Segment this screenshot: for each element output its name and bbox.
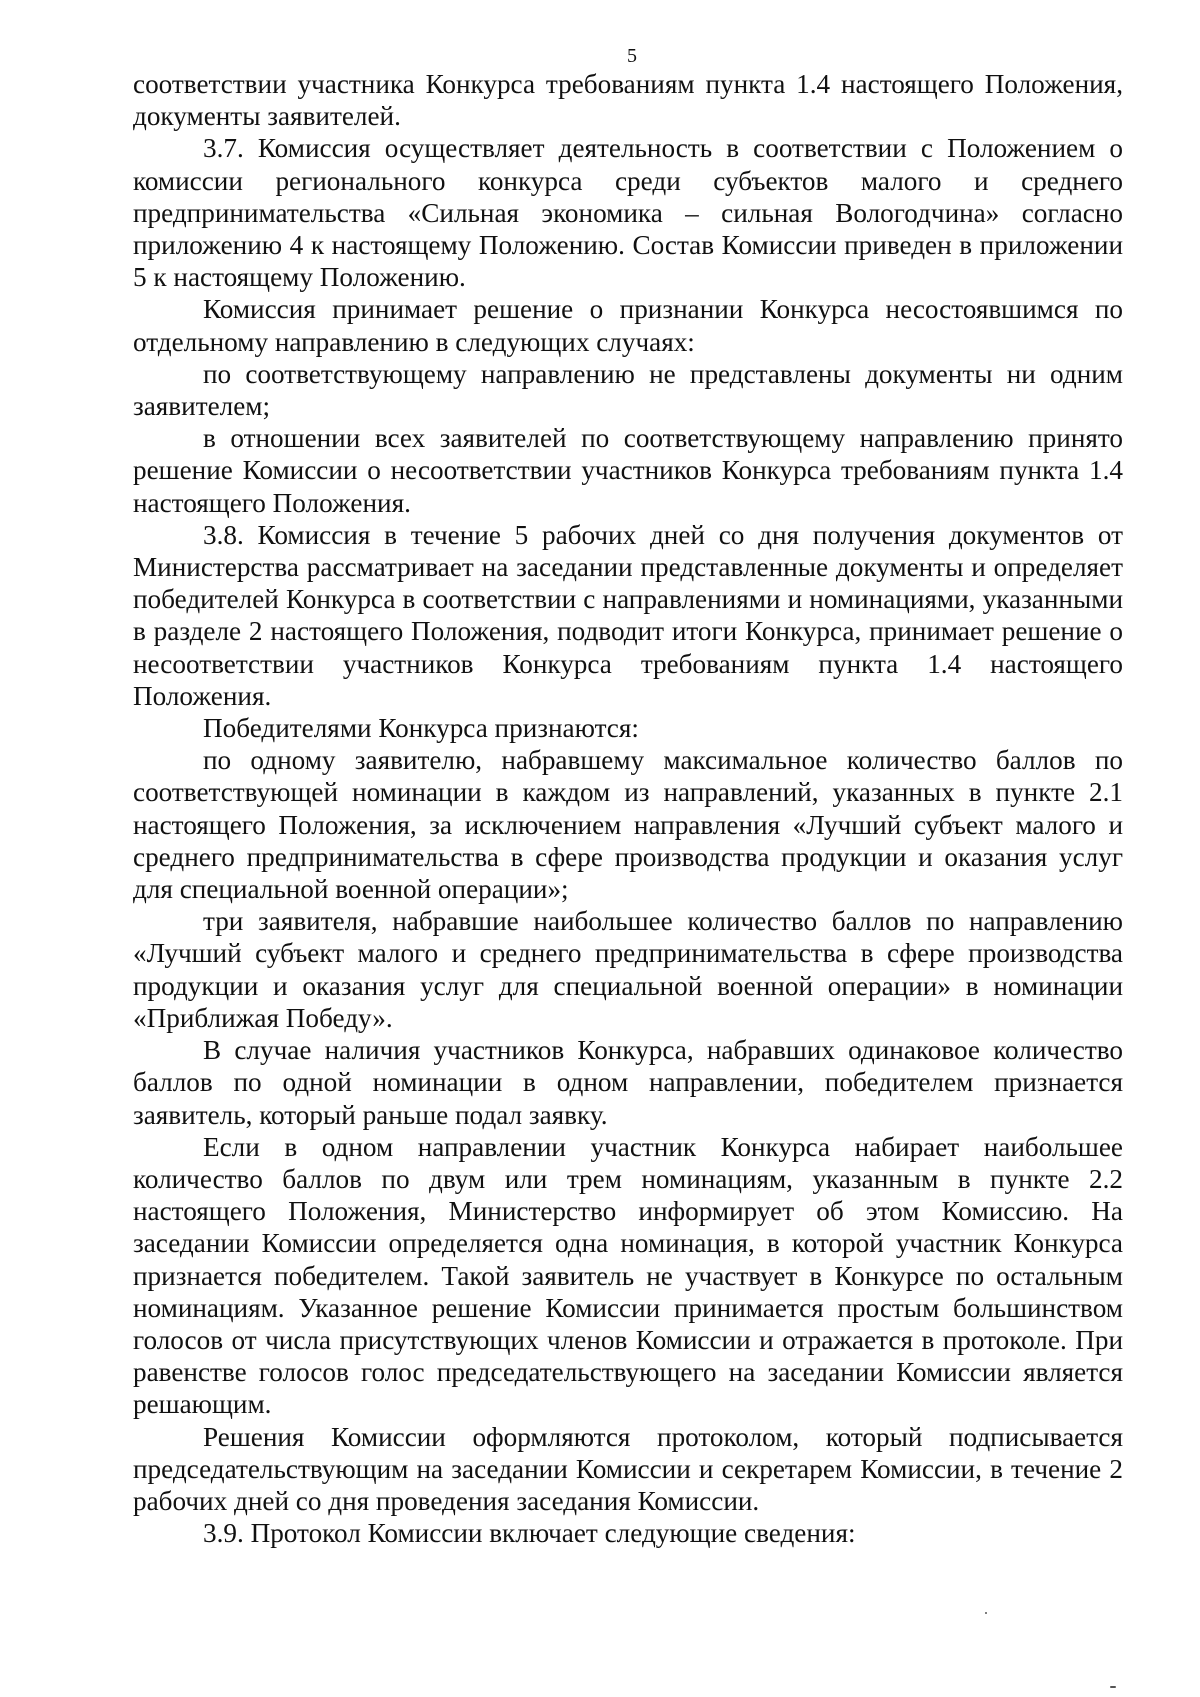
paragraph-winners-three: три заявителя, набравшие наибольшее количество баллов по направлению «Лучший субъект малого и среднего предпринимательства в сфере производства продукции и оказания услуг для специальной военной операции» в номинации «Приближая Победу». (133, 906, 1123, 1033)
paragraph-3-9: 3.9. Протокол Комиссии включает следующие сведения: (203, 1518, 856, 1549)
paragraph-tie-rule: В случае наличия участников Конкурса, набравших одинаковое количество баллов по одной номинации в одном направлении, победителем признается заявитель, который раньше подал заявку. (133, 1035, 1123, 1130)
scan-speck (985, 1612, 987, 1614)
document-page (133, 40, 1123, 1549)
paragraph-winners-one-per-nomination: по одному заявителю, набравшему максимальное количество баллов по соответствующей номинации в каждом из направлений, указанных в пункте 2.1 настоящего Положения, за исключением направления «Лучший субъект малого и среднего предпринимательства в сфере производства продукции и оказания услуг для специальной военной операции»; (133, 745, 1123, 905)
paragraph-3-8: 3.8. Комиссия в течение 5 рабочих дней со дня получения документов от Министерства рассматривает на заседании представленные документы и определяет победителей Конкурса в соответствии с направлениями и номинациями, указанными в разделе 2 настоящего Положения, подводит итоги Конкурса, принимает решение о несоответствии участников Конкурса требованиям пункта 1.4 настоящего Положения. (133, 519, 1123, 711)
paragraph-failure-decision: Комиссия принимает решение о признании Конкурса несостоявшимся по отдельному направлению в следующих случаях: (133, 294, 1123, 357)
paragraph-case-all-rejected: в отношении всех заявителей по соответствующему направлению принято решение Комиссии о несоответствии участников Конкурса требованиям пункта 1.4 настоящего Положения. (133, 423, 1123, 518)
paragraph-protocol-signing: Решения Комиссии оформляются протоколом, который подписывается председательствующим на заседании Комиссии и секретарем Комиссии, в течение 2 рабочих дней со дня проведения заседания Комиссии. (133, 1421, 1123, 1516)
paragraph-case-no-documents: по соответствующему направлению не представлены документы ни одним заявителем; (133, 358, 1123, 422)
page-number: 5 (627, 45, 637, 67)
paragraph-3-7: 3.7. Комиссия осуществляет деятельность в соответствии с Положением о комиссии регионального конкурса среди субъектов малого и среднего предпринимательства «Сильная экономика – сильная Вологодчина» согласно приложению 4 к настоящему Положению. Состав Комиссии приведен в приложении 5 к настоящему Положению. (133, 133, 1123, 293)
scan-speck (1110, 1686, 1116, 1688)
paragraph-multiple-nominations: Если в одном направлении участник Конкурса набирает наибольшее количество баллов по двум или трем номинациям, указанным в пункте 2.2 настоящего Положения, Министерство информирует об этом Комиссию. На заседании Комиссии определяется одна номинация, в которой участник Конкурса признается победителем. Такой заявитель не участвует в Конкурсе по остальным номинациям. Указанное решение Комиссии принимается простым большинством голосов от числа присутствующих членов Комиссии и отражается в протоколе. При равенстве голосов голос председательствующего на заседании Комиссии является решающим. (133, 1131, 1123, 1420)
paragraph-winners-intro: Победителями Конкурса признаются: (203, 713, 639, 744)
paragraph-continuation: соответствии участника Конкурса требованиям пункта 1.4 настоящего Положения, документы заявителей. (133, 69, 1123, 132)
